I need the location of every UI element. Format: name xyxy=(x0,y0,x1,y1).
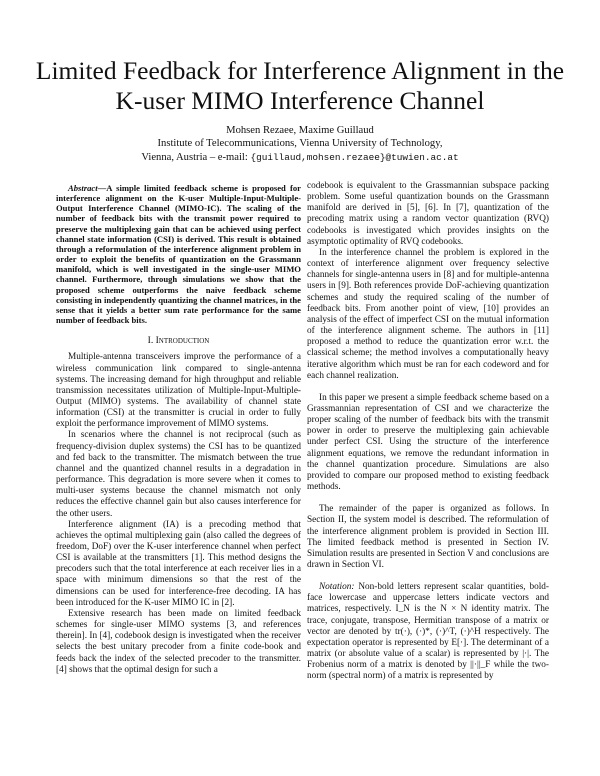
author-email: {guillaud,mohsen.rezaee}@tuwien.ac.at xyxy=(250,151,459,163)
title-line-1: Limited Feedback for Interference Alignment in the xyxy=(35,56,565,85)
abstract xyxy=(56,183,301,325)
author-contact xyxy=(60,151,540,164)
right-paragraph-4: The remainder of the paper is organized as follows. In Section II, the system model is described. The reformulation of the interference alignment problem is provided in Section III. The limited feedback method is presented in Section IV. Simulation results are presented in Section V and conclusions are drawn in Section VI. xyxy=(307,504,549,570)
intro-paragraph-2: In scenarios where the channel is not reciprocal (such as frequency-division duplex systems) the CSI has to be quantized and fed back to the transmitter. The mismatch between the true channel and the quantized channel results in a degradation in performance. This degradation is more severe when it comes to multi-user systems because the channel mismatch not only reduces the effective channel gain but also causes interference for the other users. xyxy=(56,430,301,519)
notation-paragraph xyxy=(307,582,549,682)
notation-text: Non-bold letters represent scalar quantities, bold-face lowercase and uppercase letters indicate vectors and matrices, respectively. I_N is the N × N identity matrix. The trace, conjugate, transpose, Hermitian transpose of a matrix or vector are denoted by tr(·), (·)*, (·)^T, (·)^H respectively. The expectation operator is represented by E[·]. The determinant of a matrix (or absolute value of a scalar) is represented by |·|. The Frobenius norm of a matrix is denoted by ||·||_F while the two-norm (spectral norm) of a matrix is represented by xyxy=(307,582,549,682)
section-heading-introduction: I. Introduction xyxy=(147,335,210,347)
abstract-label: Abstract xyxy=(68,183,98,193)
right-paragraph-3: In this paper we present a simple feedback scheme based on a Grassmannian representation of CSI and we characterize the proper scaling of the number of feedback bits with the transmit power in order to preserve the multiplexing gain achievable under perfect CSI. Using the structure of the interference alignment equations, we remove the redundant information in the channel quantization procedure. Simulations are also provided to compare our proposed method to existing feedback methods. xyxy=(307,392,549,493)
author-location: Vienna, Austria – e-mail: xyxy=(141,151,251,163)
intro-paragraph-3: Interference alignment (IA) is a precoding method that achieves the optimal multiplexing gain (also called the degrees of freedom, DoF) over the K-user interference channel when perfect CSI is available at the transmitters [1]. This method designs the precoders such that the total interference at each receiver lies in a space with minimum dimensions so that the rest of the dimensions can be used for interference-free decoding. IA has been introduced for the K-user MIMO IC in [2]. xyxy=(56,519,301,608)
notation-label: Notation: xyxy=(319,582,355,593)
author-affiliation: Institute of Telecommunications, Vienna University of Technology, xyxy=(157,138,443,150)
right-paragraph-1: codebook is equivalent to the Grassmannian subspace packing problem. Some useful quantization bounds on the Grassmann manifold are derived in [5], [6]. In [7], quantization of the precoding matrix using a random vector quantization (RVQ) codebooks is investigated which provides insights on the asymptotic optimality of RVQ codebooks. xyxy=(307,181,549,247)
intro-paragraph-4: Extensive research has been made on limited feedback schemes for single-user MIMO systems [3, and references therein]. In [4], codebook design is investigated when the receiver selects the best unitary precoder from a finite code-book and feeds back the index of the selected precoder to the transmitter. [4] shows that the optimal design for such a xyxy=(56,608,301,675)
left-column xyxy=(56,183,301,676)
title-line-2: K-user MIMO Interference Channel xyxy=(115,86,485,115)
right-column xyxy=(307,181,549,683)
intro-paragraph-1: Multiple-antenna transceivers improve the performance of a wireless communication link compared to single-antenna systems. The increasing demand for high throughput and reliable transmission necessitates utilization of Multiple-Input-Multiple-Output (MIMO) systems. The availability of channel state information (CSI) at the transmitter is crucial in order to fully exploit the performance improvement of MIMO systems. xyxy=(56,352,301,430)
paper-title xyxy=(30,56,570,116)
author-block xyxy=(60,124,540,164)
right-paragraph-2: In the interference channel the problem is explored in the context of interference alignment over frequency selective channels for single-antenna users in [8] and for multiple-antenna users in [9]. Both references provide DoF-achieving quantization schemes and study the required scaling of the number of feedback bits. From another point of view, [10] provides an analysis of the effect of imperfect CSI on the mutual information of the interference alignment scheme. The authors in [11] proposed a method to reduce the quantization error w.r.t. the classical scheme; the method involves a computationally heavy iterative algorithm which must be ran for each codeword and for each channel realization. xyxy=(307,247,549,381)
author-names: Mohsen Rezaee, Maxime Guillaud xyxy=(226,125,374,136)
abstract-text: —A simple limited feedback scheme is proposed for interference alignment on the K-user Multiple-Input-Multiple-Output Interference Channel (MIMO-IC). The scaling of the number of feedback bits with the transmit power required to preserve the multiplexing gain that can be achieved using perfect channel state information (CSI) is derived. This result is obtained through a reformulation of the interference alignment problem in order to exploit the benefits of quantization on the Grassmann manifold, which is well investigated in the single-user MIMO channel. Furthermore, through simulations we show that the proposed scheme outperforms the naive feedback scheme consisting in independently quantizing the channel matrices, in the sense that it yields a better sum rate performance for the same number of feedback bits. xyxy=(56,183,301,326)
